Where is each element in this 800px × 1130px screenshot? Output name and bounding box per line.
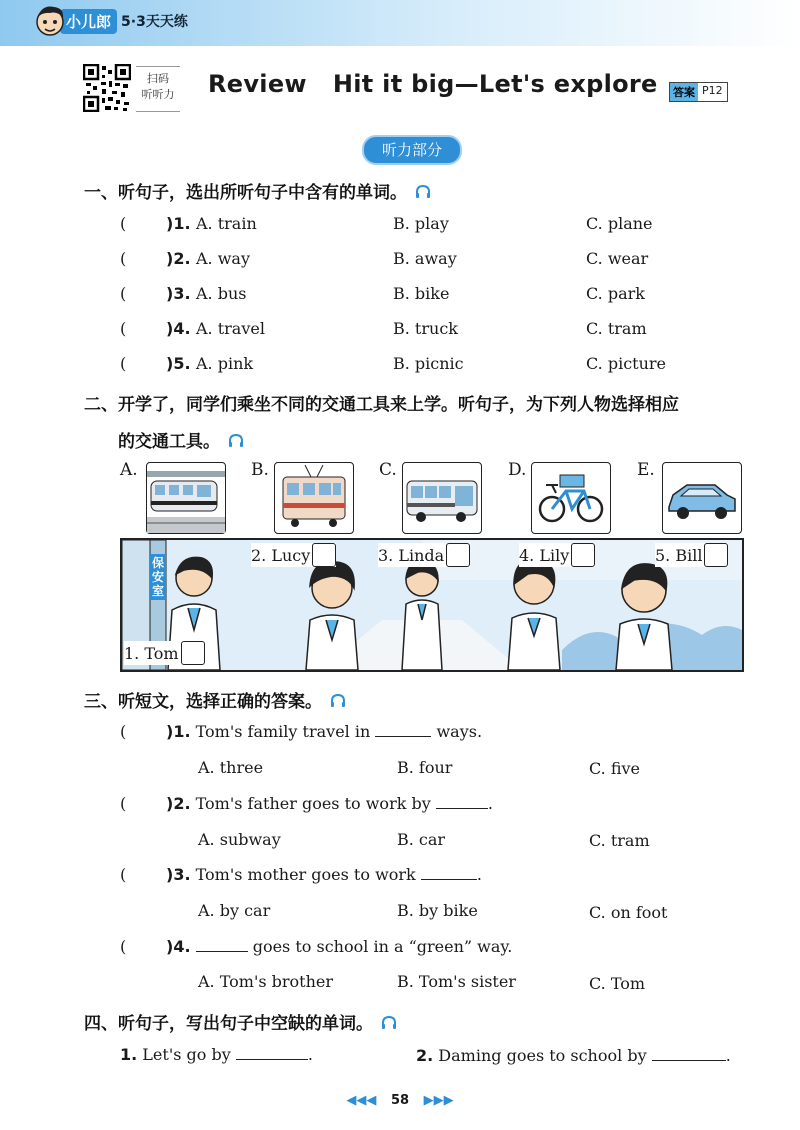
answer-blank[interactable] [375, 736, 431, 737]
answer-paren[interactable]: ( [120, 319, 127, 338]
option-c: C. five [589, 759, 641, 778]
option-b: B. car [397, 830, 446, 849]
option-c: C. on foot [589, 903, 668, 922]
vehicle-label: A. [120, 460, 138, 480]
person-tom [124, 641, 205, 665]
headphones-icon[interactable] [415, 185, 431, 199]
person-label: 4. Lily [519, 545, 570, 565]
bicycle-icon [531, 462, 611, 534]
brand-name: 小儿郎 [60, 9, 117, 34]
item-number: )3. [166, 865, 191, 884]
q4-item-1 [120, 1045, 313, 1064]
answer-paren[interactable]: ( [120, 249, 127, 268]
item-number: )1. [166, 722, 191, 741]
answer-blank[interactable] [652, 1060, 726, 1061]
option-a: A. Tom's brother [198, 972, 334, 991]
question-pre: Tom's father goes to work by [190, 794, 436, 813]
answer-box[interactable] [704, 543, 728, 567]
brand [60, 8, 188, 34]
page-number: 58 [390, 1093, 410, 1108]
option-c: C. park [586, 284, 645, 303]
option-a: A. way [196, 249, 250, 268]
person-lily [519, 543, 595, 567]
person-label: 1. Tom [124, 643, 179, 663]
item-number: )4. [166, 319, 191, 338]
option-c: C. Tom [589, 974, 646, 993]
answer-box[interactable] [181, 641, 205, 665]
qr-code-icon[interactable] [83, 64, 131, 112]
section-label: 听力部分 [362, 135, 462, 165]
mascot-icon [30, 2, 70, 42]
vehicle-label: D. [508, 460, 527, 480]
answer-paren[interactable]: ( [120, 865, 127, 884]
car-icon [662, 462, 742, 534]
person-bill [655, 543, 728, 567]
item-number: )3. [166, 284, 191, 303]
question-text [166, 865, 482, 884]
headphones-icon[interactable] [381, 1016, 397, 1030]
person-label: 2. Lucy [251, 545, 311, 565]
answer-paren[interactable]: ( [120, 722, 127, 741]
item-number: )2. [166, 249, 191, 268]
headphones-icon[interactable] [228, 434, 244, 448]
answer-blank[interactable] [436, 808, 488, 809]
q2-heading-line1: 二、开学了，同学们乘坐不同的交通工具来上学。听句子，为下列人物选择相应 [84, 395, 679, 415]
person-lucy [251, 543, 336, 567]
right-arrows-icon: ▶▶▶ [423, 1093, 454, 1108]
vehicle-label: E. [637, 460, 655, 480]
answer-paren[interactable]: ( [120, 284, 127, 303]
q2-heading-line2 [118, 427, 244, 452]
option-b: B. truck [393, 319, 458, 338]
option-c: C. plane [586, 214, 653, 233]
option-a: A. subway [198, 830, 281, 849]
q2-heading-text: 的交通工具。 [118, 432, 220, 452]
q3-heading-text: 三、听短文，选择正确的答案。 [84, 692, 322, 712]
answer-paren[interactable]: ( [120, 214, 127, 233]
question-post: ways. [431, 722, 483, 741]
option-a: A. bus [196, 284, 247, 303]
question-post: goes to school in a “green” way. [247, 937, 513, 956]
item-number: )1. [166, 214, 191, 233]
sentence-text: Daming goes to school by [433, 1046, 652, 1065]
option-a: A. travel [196, 319, 265, 338]
sentence-end: . [307, 1045, 313, 1064]
option-b: B. picnic [393, 354, 464, 373]
answer-blank[interactable] [196, 951, 248, 952]
bus-icon [402, 462, 482, 534]
person-label: 3. Linda [378, 545, 445, 565]
option-c: C. picture [586, 354, 667, 373]
question-text [166, 937, 512, 956]
scan-line-1: 扫码 [147, 72, 169, 85]
answer-box[interactable] [312, 543, 336, 567]
option-c: C. tram [589, 831, 650, 850]
page-footer [0, 1093, 800, 1108]
item-number: 1. [120, 1045, 138, 1064]
option-b: B. four [397, 758, 453, 777]
scan-to-listen-label [136, 66, 180, 112]
answer-paren[interactable]: ( [120, 937, 127, 956]
option-c: C. tram [586, 319, 647, 338]
headphones-icon[interactable] [330, 694, 346, 708]
question-post: . [476, 865, 482, 884]
question-post: . [487, 794, 493, 813]
page-title: Review Hit it big—Let's explore [208, 70, 658, 98]
answer-blank[interactable] [236, 1059, 308, 1060]
option-b: B. bike [393, 284, 450, 303]
answer-key-label: 答案 [670, 83, 698, 101]
booth-sign: 保安室 [151, 556, 164, 598]
option-b: B. Tom's sister [397, 972, 516, 991]
tram-icon [274, 462, 354, 534]
q1-heading [84, 178, 431, 203]
sentence-end: . [725, 1046, 731, 1065]
scan-line-2: 听听力 [141, 88, 175, 101]
answer-paren[interactable]: ( [120, 354, 127, 373]
option-b: B. by bike [397, 901, 478, 920]
answer-box[interactable] [446, 543, 470, 567]
q4-item-2 [416, 1046, 731, 1065]
question-pre: Tom's family travel in [190, 722, 376, 741]
q1-heading-text: 一、听句子，选出所听句子中含有的单词。 [84, 183, 407, 203]
person-linda [378, 543, 470, 567]
answer-box[interactable] [571, 543, 595, 567]
person-label: 5. Bill [655, 545, 703, 565]
q3-heading [84, 687, 346, 712]
item-number: )5. [166, 354, 191, 373]
answer-blank[interactable] [421, 879, 477, 880]
item-number: )2. [166, 794, 191, 813]
option-b: B. away [393, 249, 457, 268]
option-b: B. play [393, 214, 449, 233]
q4-heading-text: 四、听句子，写出句子中空缺的单词。 [84, 1014, 373, 1034]
item-number: 2. [416, 1046, 434, 1065]
question-pre [191, 937, 196, 956]
item-number: )4. [166, 937, 191, 956]
option-a: A. train [196, 214, 257, 233]
vehicle-label: B. [251, 460, 269, 480]
option-a: A. three [198, 758, 264, 777]
option-a: A. pink [196, 354, 254, 373]
brand-series: 5·3天天练 [121, 14, 188, 30]
answer-paren[interactable]: ( [120, 794, 127, 813]
question-pre: Tom's mother goes to work [190, 865, 421, 884]
q4-heading [84, 1009, 397, 1034]
question-text [166, 722, 482, 741]
left-arrows-icon: ◀◀◀ [346, 1093, 377, 1108]
train-icon [146, 462, 226, 534]
answer-key-badge[interactable] [669, 82, 728, 102]
option-c: C. wear [586, 249, 649, 268]
question-text [166, 794, 493, 813]
option-a: A. by car [198, 901, 271, 920]
vehicle-label: C. [379, 460, 397, 480]
answer-page: P12 [698, 83, 727, 101]
sentence-text: Let's go by [137, 1045, 236, 1064]
